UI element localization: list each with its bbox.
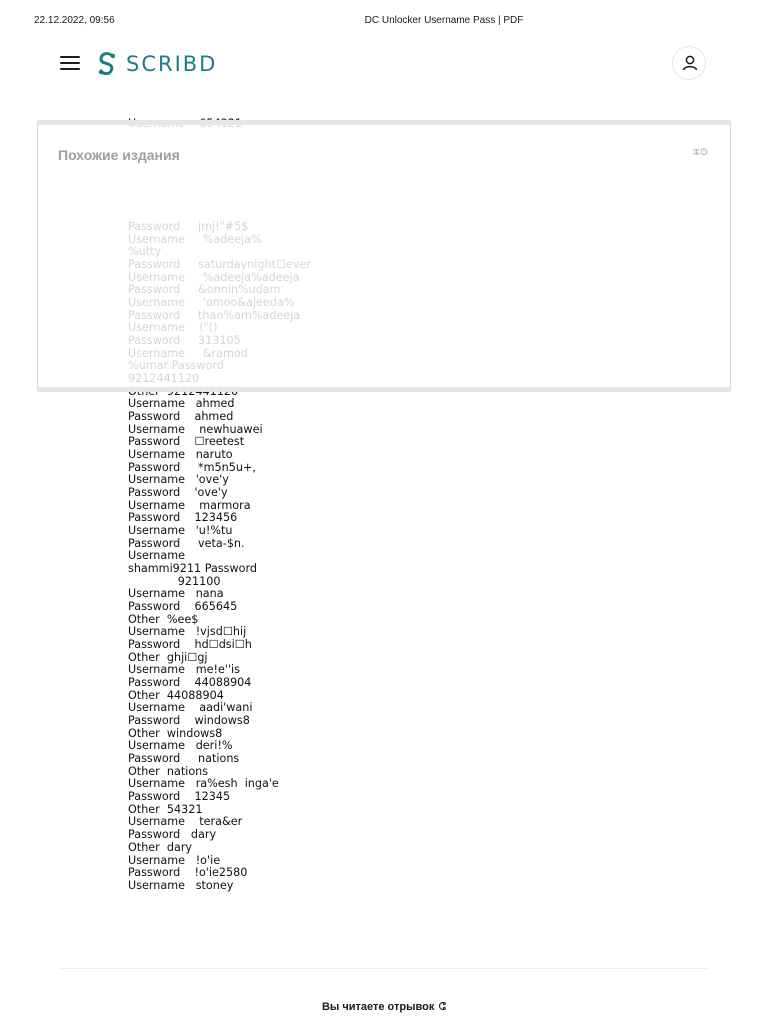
document-line: Password !o'ie2580	[128, 866, 248, 880]
document-line: Password hd☐dsi☐h	[128, 638, 252, 652]
document-line: Password 123456	[128, 511, 238, 525]
account-button[interactable]	[672, 46, 706, 80]
reading-excerpt-notice	[0, 1000, 768, 1013]
similar-publications-title: Похожие издания	[58, 147, 180, 163]
document-line: shammi9211 Password	[128, 562, 257, 576]
document-line: Password 12345	[128, 790, 231, 804]
document-line: Username ra%esh inga'e	[128, 777, 279, 791]
excerpt-glyph: ⵛ	[438, 1001, 447, 1013]
document-line: Password 665645	[128, 600, 238, 614]
print-header	[0, 15, 768, 29]
user-account-icon	[681, 54, 699, 72]
document-line: Other 54321	[128, 802, 203, 816]
top-navigation-bar	[0, 46, 768, 82]
divider	[60, 968, 708, 969]
document-line: Username	[128, 549, 186, 563]
document-line: Username deri!%	[128, 739, 233, 753]
document-line: Username !vjsd☐hij	[128, 625, 247, 639]
document-line: Username aadi'wani	[128, 701, 253, 715]
document-line: Other ghji☐gj	[128, 650, 208, 664]
document-line: Password ☐reetest	[128, 435, 245, 449]
print-datetime: 22.12.2022, 09:56	[34, 15, 115, 26]
document-line: Other windows8	[128, 726, 223, 740]
document-line: Password ahmed	[128, 410, 234, 424]
document-line: Other dary	[128, 840, 193, 854]
document-line: Password windows8	[128, 714, 250, 728]
print-document-title: DC Unlocker Username Pass | PDF	[364, 15, 524, 26]
document-line: Username naruto	[128, 448, 233, 462]
scribd-logo[interactable]	[96, 50, 217, 78]
document-line: Username newhuawei	[128, 422, 263, 436]
document-line: Password *m5n5u+,	[128, 460, 256, 474]
scribd-logo-icon	[96, 51, 118, 77]
similar-publications-panel	[37, 120, 731, 392]
document-line: Username !o'ie	[128, 853, 221, 867]
excerpt-notice-text: Вы читаете отрывок	[321, 1001, 435, 1013]
document-line: Password nations	[128, 752, 240, 766]
hamburger-menu-icon[interactable]	[60, 56, 80, 72]
document-line: Username marmora	[128, 498, 251, 512]
document-line: Username tera&er	[128, 815, 243, 829]
document-line: Username me!e''is	[128, 663, 240, 677]
document-line: Username 'u!%tu	[128, 524, 233, 538]
document-line: Other %ee$	[128, 612, 199, 626]
document-line: Password 44088904	[128, 676, 252, 690]
document-line: Other nations	[128, 764, 209, 778]
document-line: Other 44088904	[128, 688, 224, 702]
document-line: Username ahmed	[128, 397, 235, 411]
document-line: Password dary	[128, 828, 217, 842]
document-line: Username nana	[128, 587, 224, 601]
document-line: Password 'ove'y	[128, 486, 228, 500]
document-line: Username stoney	[128, 878, 234, 892]
corner-glyph: ⵣⵙ	[692, 147, 708, 157]
document-line: Username 'ove'y	[128, 473, 229, 487]
document-line: Password veta-$n.	[128, 536, 245, 550]
document-line: 921100	[128, 574, 221, 588]
brand-name: SCRIBD	[126, 52, 218, 76]
